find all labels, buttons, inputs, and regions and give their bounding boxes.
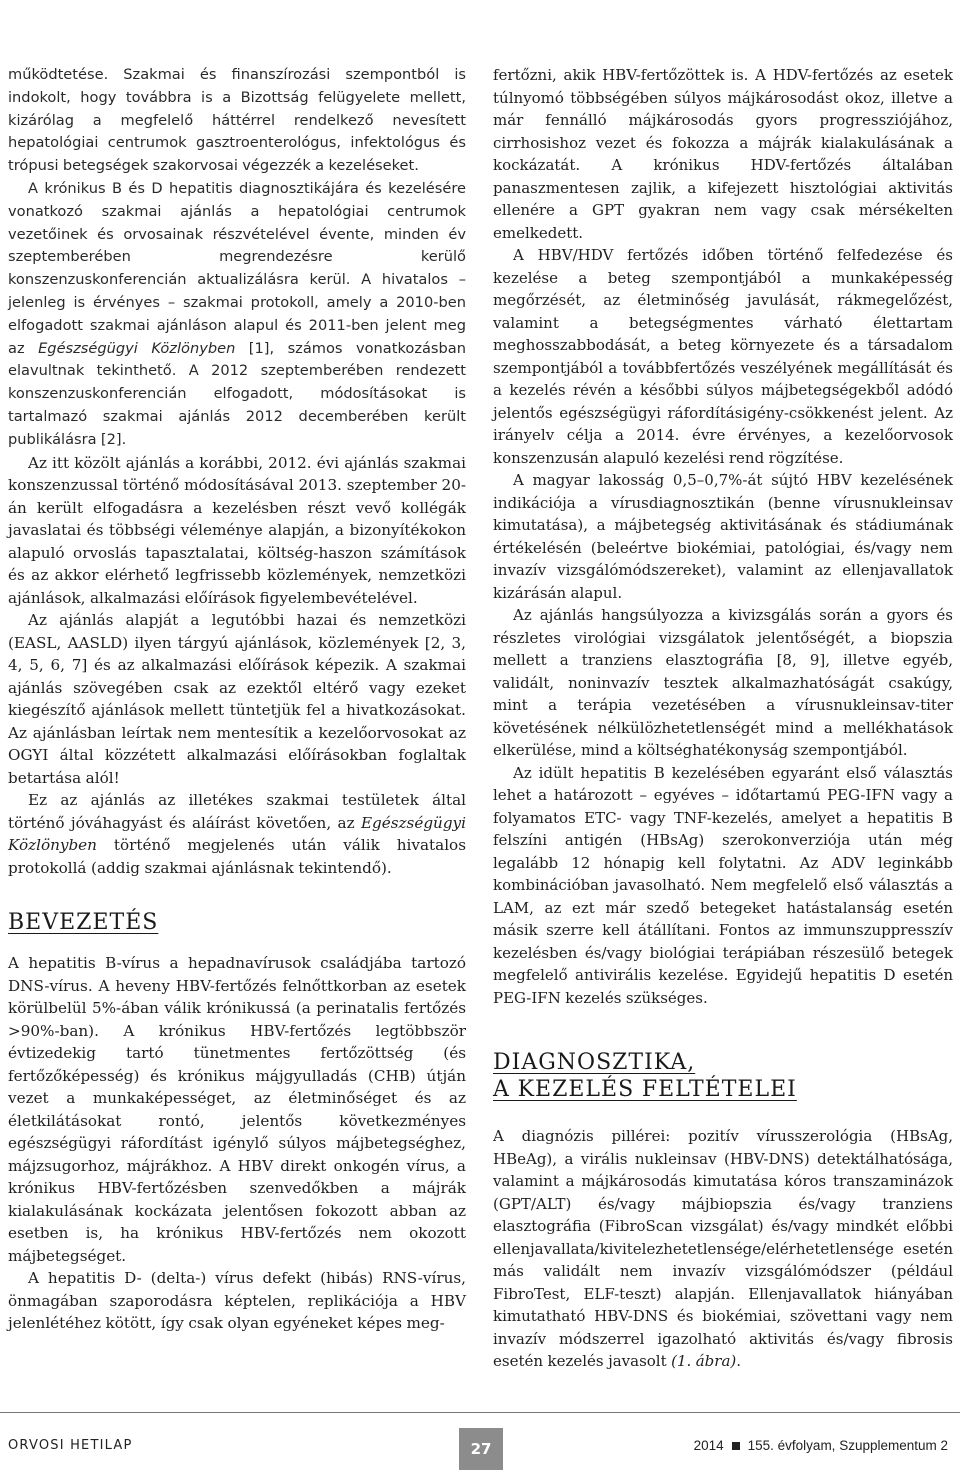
footer-volume: 155. évfolyam, Szupplementum 2 — [747, 1438, 948, 1453]
protocol-text-a: A hivatalos – jelenleg is érvényes – szakmai protokoll, amely a 2010-ben elfogadott szakmai ajánláson alapul és 2011-ben jelent meg az — [8, 271, 466, 357]
paragraph-intro: működtetése. Szakmai és finanszírozási szempontból is indokolt, hogy továbbra is a Bizottság felügyelete mellett, kizárólag a megfelelő háttérrel rendelkező nevesített hepatológiai centrumok gasztroenterológus, infektológus és trópusi betegségek szakorvosai végezzék a kezeléseket. — [8, 66, 466, 175]
footer-issue-info — [694, 1438, 948, 1453]
page-number: 27 — [470, 1440, 492, 1458]
gazette-italic-2: Egészségügyi Közlönyben — [8, 813, 466, 855]
footer-year: 2014 — [693, 1438, 724, 1453]
page-number-box — [459, 1428, 503, 1470]
paragraph-indication: A magyar lakosság 0,5–0,7%-át sújtó HBV kezelésének indikációja a vírusdiagnosztikán (benne vírusnukleinsav kimutatása), a májbetegség aktivitásának és stádiumának értékelésén (beleértve biokémiai, patológiai, és/vagy nem invazív vizsgálómódszereket), valamint az ellenjavallatok kizárásán alapul. — [493, 471, 953, 602]
paragraph-hbv: A hepatitis B-vírus a hepadnavírusok családjába tartozó DNS-vírus. A heveny HBV-fertőzés felnőttkorban az esetek körülbelül 5%-ában válik krónikussá (a perinatalis fertőzés >90%-ban). A krónikus HBV-fertőzés legtöbbször évtizedekig tartó tünetmentes fertőzöttség (és fertőzőképesség) és krónikus májgyulladás (CHB) útján vezet a munkaképességet, az életminőséget és az életkilátásokat rontó, jelentős következményes egészségügyi ráfordítást igénylő súlyos májbetegséghez, májzsugorhoz, májrákhoz. A HBV direkt onkogén vírus, a krónikus HBV-fertőzésben szenvedőkben a májrák kialakulásának kockázata jelentősen fokozott abban az esetben is, ha krónikus HBV-fertőzés nem okozott májbetegséget. — [8, 954, 466, 1265]
paragraph-treatment: Az idült hepatitis B kezelésében egyaránt első választás lehet a határozott – egyéves – időtartamú PEG-IFN vagy a folyamatos ETC- vagy TNF-kezelés, amelyet a hepatitis B felszíni antigén (HBsAg) szerokonverziója után még legalább 12 hónapig kell folytatni. Az ADV leginkább kombinációban javasolható. Nem megfelelő első választás a LAM, az ezt már szedő betegeket hatástalanság esetén másik szerre kell átállítani. Fontos az immunszuppresszív kezelésben és/vagy biológiai terápiában részesülő betegek megfelelő antivirális kezelése. Egyidejű hepatitis D esetén PEG-IFN kezelés szükséges. — [493, 763, 953, 1007]
heading-line-1: DIAGNOSZTIKA, — [493, 1050, 696, 1075]
section-heading-introduction: BEVEZETÉS — [8, 910, 159, 936]
paragraph-detection: A HBV/HDV fertőzés időben történő felfedezése és kezelése a beteg szempontjából a munkaképesség megőrzését, az életminőség javulását, rákmegelőzést, valamint a betegségmentes várható élettartam meghosszabbodását, a beteg környezete és a társadalom szempontjából a továbbfertőzés veszélyének megállítását és a kezelés révén a későbbi súlyos májbetegségekből adódó jelentős egészségügyi ráfordításigény-csökkenést jelent. Az irányelv célja a 2014. évre érvényes, a kezelőorvosok konszenzusán alapuló kezelési rend rögzítése. — [493, 246, 953, 467]
paragraph-basis: Az ajánlás alapját a legutóbbi hazai és nemzetközi (EASL, AASLD) ilyen tárgyú ajánlások, közlemények [2, 3, 4, 5, 6, 7] és az alkalmazási előírások képezik. A szakmai ajánlás szövegében csak az ezektől eltérő vagy ezeket kiegészítő ajánlások mellett tüntetjük fel a hivatkozásokat. Az ajánlásban leírtak nem mentesítik a kezelőorvosokat az OGYI által közzétett alkalmazási előírásokban foglaltak betartása alól! — [8, 611, 466, 787]
footer-divider — [0, 1412, 960, 1413]
square-bullet-icon — [732, 1442, 740, 1450]
paragraph-conference — [8, 178, 466, 452]
paragraph-emphasis: Az ajánlás hangsúlyozza a kivizsgálás során a gyors és részletes virológiai vizsgálatok jelentőségét, a biopszia mellett a tranziens elasztográfia [8, 9], illetve egyéb, validált, noninvazív tesztek alkalmazhatóságát csakúgy, mint a terápia vezetésében a vírusnukleinsav-titer követésének nélkülözhetetlenségét mind a mellékhatások elkerülése, mind a költséghatékonyság szempontjából. — [493, 606, 953, 759]
diagnosis-text-b: . — [736, 1352, 742, 1370]
protocol-text-b: [1], számos vonatkozásban elavultnak tekinthető. A 2012 szeptemberében rendezett konszenzuskonferencián elfogadott, módosításokat is tartalmazó szakmai ajánlás 2012 decemberében került publikálásra [2]. — [8, 339, 466, 448]
left-column — [8, 64, 466, 1335]
paragraph-hdv-cont: fertőzni, akik HBV-fertőzöttek is. A HDV-fertőzés az esetek túlnyomó többségében súlyos májkárosodást okoz, illetve a már fennálló májkárosodás gyors progressziójához, cirrhosishoz vezet és fokozza a májrák kialakulásának a kockázatát. A krónikus HDV-fertőzés általában panaszmentesen zajlik, a kifejezett hisztológiai aktivitás ellenére a GPT gyakran nem vagy csak mérsékelten emelkedett. — [493, 66, 953, 242]
footer-journal-name: ORVOSI HETILAP — [8, 1438, 133, 1453]
paragraph-diagnosis — [493, 1125, 953, 1373]
paragraph-approval — [8, 789, 466, 879]
approval-text-a: Ez az ajánlás az illetékes szakmai testületek által történő jóváhagyást és aláírást követően, az — [8, 791, 466, 832]
figure-reference: (1. ábra) — [671, 1352, 737, 1370]
heading-line-2: A KEZELÉS FELTÉTELEI — [493, 1077, 797, 1102]
paragraph-hdv: A hepatitis D- (delta-) vírus defekt (hibás) RNS-vírus, önmagában szaporodásra képtelen, replikációja a HBV jelenlétéhez kötött, így csak olyan egyéneket képes meg- — [8, 1269, 466, 1333]
right-column — [493, 64, 953, 1373]
approval-text-b: történő megjelenés után válik hivatalos protokollá (addig szakmai ajánlásnak tekintendő). — [8, 836, 466, 877]
section-heading-diagnostics — [493, 1049, 953, 1103]
gazette-italic: Egészségügyi Közlönyben — [38, 339, 236, 357]
paragraph-recommendation: Az itt közölt ajánlás a korábbi, 2012. évi ajánlás szakmai konszenzussal történő módosításával 2013. szeptember 20-án került elfogadásra a kezelésben részt vevő kollégák javaslatai és többségi véleménye alapján, a bizonyítékokon alapuló orvoslás tapasztalatai, költség-haszon számítások és az akkor elérhető legfrissebb közlemények, nemzetközi ajánlások, alkalmazási előírások figyelembevételével. — [8, 453, 466, 607]
diagnosis-text-a: A diagnózis pillérei: pozitív vírusszerológia (HBsAg, HBeAg), a virális nukleinsav (HBV-DNS) detektálhatósága, valamint a májkárosodás kimutatása kóros transzaminázok (GPT/ALT) és/vagy májbiopszia és/vagy tranziens elasztográfia (FibroScan vizsgálat) és/vagy mindkét előbbi ellenjavallata/kivitelezhetetlensége/elérhetetlensége esetén más validált nem invazív vizsgálómódszer (például FibroTest, ELF-teszt) alapján. Ellenjavallatok hiányában kimutatható HBV-DNS és biokémiai, szövettani vagy nem invazív módszerrel igazolható aktivitás és/vagy fibrosis esetén kezelés javasolt — [493, 1127, 953, 1370]
conference-text: A krónikus B és D hepatitis diagnosztikájára és kezelésére vonatkozó szakmai ajánlás a hepatológiai centrumok vezetőinek és orvosainak részvételével évente, minden év szeptemberében megrendezésre kerülő konszenzuskonferencián aktualizálásra kerül. — [8, 179, 466, 289]
